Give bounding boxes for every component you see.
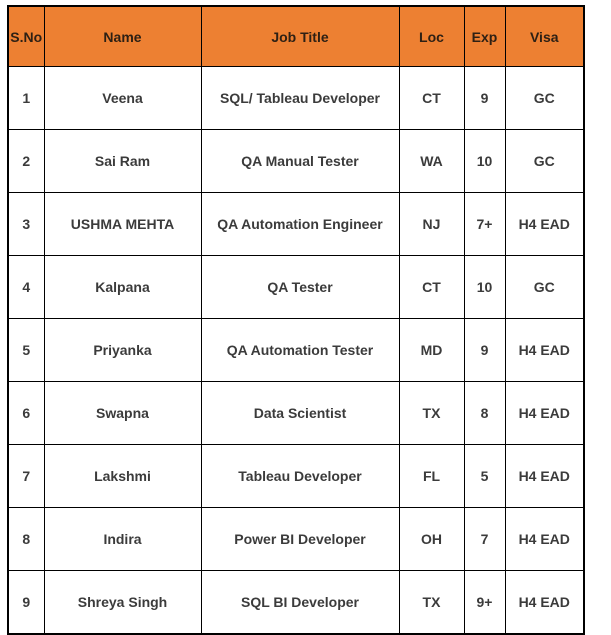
cell-name: Swapna bbox=[44, 382, 201, 445]
cell-name: Lakshmi bbox=[44, 445, 201, 508]
cell-loc: FL bbox=[399, 445, 464, 508]
cell-name: Kalpana bbox=[44, 256, 201, 319]
column-header-name: Name bbox=[44, 6, 201, 67]
cell-visa: H4 EAD bbox=[505, 382, 584, 445]
cell-exp: 10 bbox=[464, 130, 505, 193]
cell-visa: H4 EAD bbox=[505, 508, 584, 571]
cell-sno: 9 bbox=[8, 571, 44, 635]
column-header-sno: S.No bbox=[8, 6, 44, 67]
cell-sno: 6 bbox=[8, 382, 44, 445]
column-header-loc: Loc bbox=[399, 6, 464, 67]
cell-sno: 5 bbox=[8, 319, 44, 382]
table-row bbox=[8, 319, 584, 382]
column-header-job_title: Job Title bbox=[201, 6, 399, 67]
candidates-table bbox=[7, 5, 585, 635]
cell-job_title: QA Tester bbox=[201, 256, 399, 319]
cell-exp: 9+ bbox=[464, 571, 505, 635]
cell-loc: WA bbox=[399, 130, 464, 193]
table-row bbox=[8, 193, 584, 256]
cell-job_title: SQL BI Developer bbox=[201, 571, 399, 635]
cell-name: Priyanka bbox=[44, 319, 201, 382]
cell-job_title: Tableau Developer bbox=[201, 445, 399, 508]
cell-sno: 8 bbox=[8, 508, 44, 571]
cell-sno: 4 bbox=[8, 256, 44, 319]
cell-job_title: Data Scientist bbox=[201, 382, 399, 445]
cell-visa: GC bbox=[505, 67, 584, 130]
table-row bbox=[8, 571, 584, 635]
table-body bbox=[8, 67, 584, 635]
cell-job_title: QA Manual Tester bbox=[201, 130, 399, 193]
candidates-table-container bbox=[7, 5, 585, 635]
table-row bbox=[8, 256, 584, 319]
cell-loc: MD bbox=[399, 319, 464, 382]
cell-loc: OH bbox=[399, 508, 464, 571]
cell-visa: GC bbox=[505, 130, 584, 193]
cell-loc: TX bbox=[399, 571, 464, 635]
cell-loc: TX bbox=[399, 382, 464, 445]
cell-visa: H4 EAD bbox=[505, 193, 584, 256]
table-row bbox=[8, 130, 584, 193]
cell-name: USHMA MEHTA bbox=[44, 193, 201, 256]
cell-visa: H4 EAD bbox=[505, 571, 584, 635]
cell-sno: 2 bbox=[8, 130, 44, 193]
cell-sno: 3 bbox=[8, 193, 44, 256]
table-row bbox=[8, 382, 584, 445]
cell-job_title: SQL/ Tableau Developer bbox=[201, 67, 399, 130]
header-row bbox=[8, 6, 584, 67]
table-row bbox=[8, 508, 584, 571]
cell-visa: H4 EAD bbox=[505, 445, 584, 508]
cell-exp: 10 bbox=[464, 256, 505, 319]
cell-visa: GC bbox=[505, 256, 584, 319]
table-row bbox=[8, 445, 584, 508]
cell-loc: CT bbox=[399, 256, 464, 319]
cell-exp: 7 bbox=[464, 508, 505, 571]
table-row bbox=[8, 67, 584, 130]
cell-visa: H4 EAD bbox=[505, 319, 584, 382]
cell-loc: CT bbox=[399, 67, 464, 130]
column-header-exp: Exp bbox=[464, 6, 505, 67]
cell-exp: 9 bbox=[464, 67, 505, 130]
cell-name: Shreya Singh bbox=[44, 571, 201, 635]
cell-name: Veena bbox=[44, 67, 201, 130]
cell-job_title: QA Automation Tester bbox=[201, 319, 399, 382]
cell-exp: 7+ bbox=[464, 193, 505, 256]
cell-name: Sai Ram bbox=[44, 130, 201, 193]
cell-exp: 5 bbox=[464, 445, 505, 508]
cell-loc: NJ bbox=[399, 193, 464, 256]
cell-exp: 9 bbox=[464, 319, 505, 382]
cell-job_title: Power BI Developer bbox=[201, 508, 399, 571]
cell-sno: 7 bbox=[8, 445, 44, 508]
cell-sno: 1 bbox=[8, 67, 44, 130]
cell-exp: 8 bbox=[464, 382, 505, 445]
column-header-visa: Visa bbox=[505, 6, 584, 67]
cell-job_title: QA Automation Engineer bbox=[201, 193, 399, 256]
cell-name: Indira bbox=[44, 508, 201, 571]
